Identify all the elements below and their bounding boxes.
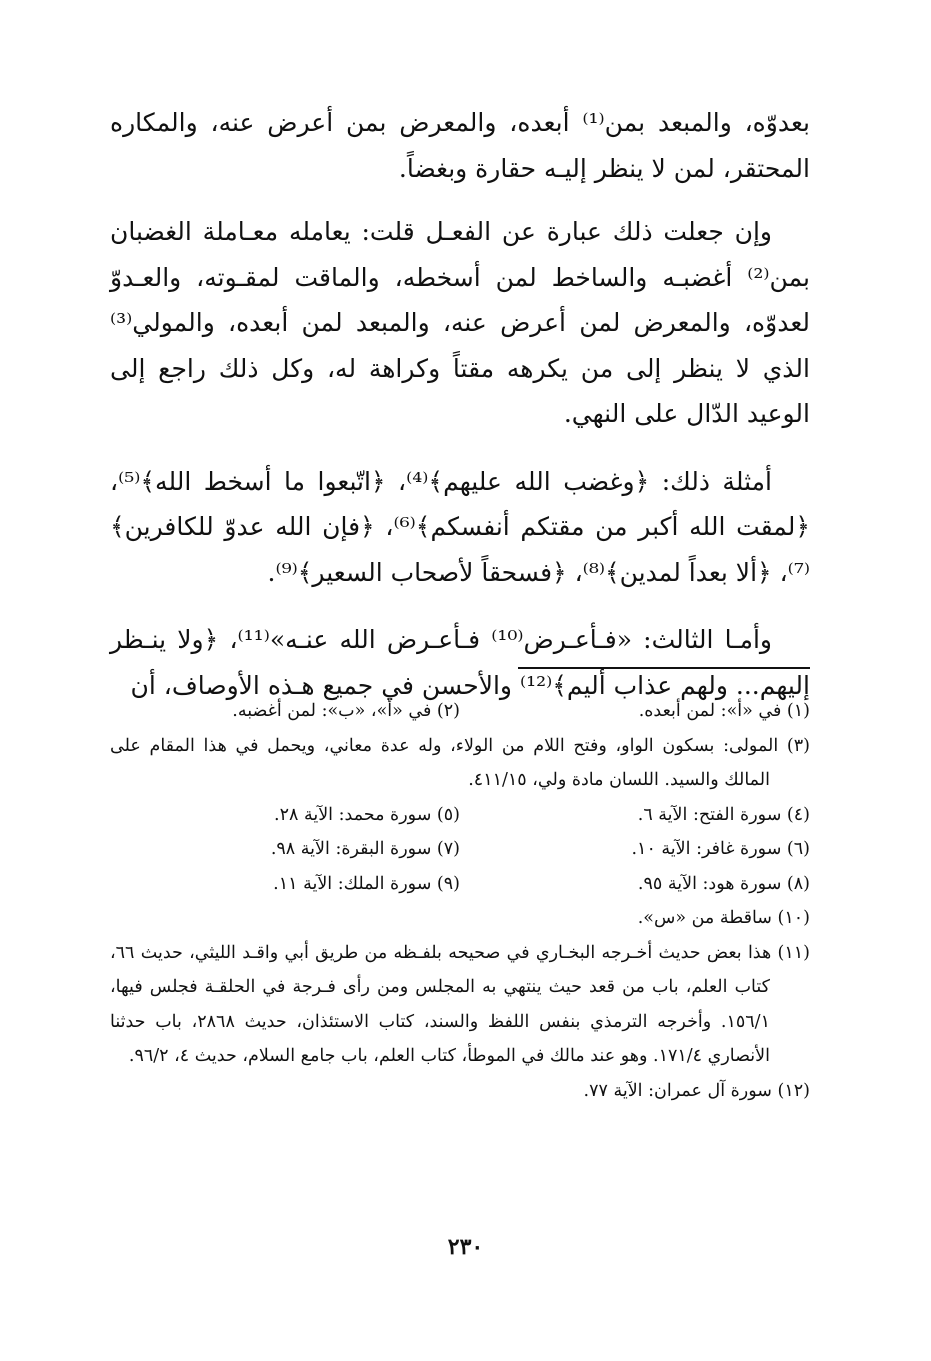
footnote-1: (١) في «أ»: لمن أبعده. <box>638 701 810 721</box>
footnote-11: (١١) هذا بعض حديث أخـرجه البخـاري في صحيحه بلفـظه من طريق أبي واقـد الليثي، حديث ٦٦، كتاب العلم، باب من قعد حيث ينتهي به المجلس ومن رأى فـرجة في الحلقـة فجلس فيها، ١٥٦/١. وأخرجه الترمذي بنفس اللفظ والسند، كتاب الاستئذان، حديث ٢٨٦٨، باب حدثنا الأنصاري ١٧١/٤. وهو عند مالك في الموطأ، كتاب العلم، باب جامع السلام، حديث ٤، ٩٦/٢. <box>110 942 810 1066</box>
footnote-6: (٦) سورة غافر: الآية ١٠. <box>631 839 810 859</box>
footnote-row-8-9 <box>110 867 810 902</box>
footnote-row-4-5 <box>110 798 810 833</box>
footnotes <box>110 694 810 1108</box>
footnote-8: (٨) سورة هود: الآية ٩٥. <box>637 873 810 894</box>
footnote-12: (١٢) سورة آل عمران: الآية ٧٧. <box>583 1080 810 1101</box>
paragraph-3: أمثلة ذلك: ﴿وغضب الله عليهم﴾⁽⁴⁾، ﴿اتّبعوا ما أسخط الله﴾⁽⁵⁾، ﴿لمقت الله أكبر من مقتكم أنفسكم﴾⁽⁶⁾، ﴿فإن الله عدوّ للكافرين﴾⁽⁷⁾، ﴿ألا بعداً لمدين﴾⁽⁸⁾، ﴿فسحقاً لأصحاب السعير﴾⁽⁹⁾. <box>110 466 810 587</box>
paragraph-4: وأمـا الثالث: «فـأعـرض⁽¹⁰⁾ فـأعـرض الله عنـه»⁽¹¹⁾، ﴿ولا ينـظر إليهم... ولهم عذاب أليم﴾⁽¹²⁾ والأحسن في جميع هـذه الأوصاف، أن <box>110 625 810 700</box>
main-text <box>110 100 810 730</box>
footnote-row-1-2 <box>110 694 810 729</box>
footnote-3: (٣) المولى: بسكون الواو، وفتح اللام من الولاء، وله عدة معاني، ويحمل في هذا المقام على المالك والسيد. اللسان مادة ولي، ٤١١/١٥. <box>110 735 810 790</box>
footnote-4: (٤) سورة الفتح: الآية ٦. <box>637 804 810 825</box>
footnote-divider <box>518 667 810 669</box>
page-number: ٢٣٠ <box>447 1234 484 1260</box>
footnote-7: (٧) سورة البقرة: الآية ٩٨. <box>270 839 460 859</box>
paragraph-2: وإن جعلت ذلك عبارة عن الفعـل قلت: يعامله معـاملة الغضبان بمن⁽²⁾ أغضبـه والساخط لمن أسخطه، والماقت لمقـوته، والعـدوّ لعدوّه، والمعرض لمن أعرض عنه، والمبعد لمن أبعده، والمولي⁽³⁾ الذي لا ينظر إلى من يكرهه مقتاً وكراهة له، وكل ذلك راجع إلى الوعيد الدّال على النهي. <box>110 217 810 428</box>
footnote-row-6-7 <box>110 832 810 867</box>
footnote-10: (١٠) ساقطة من «س». <box>637 908 810 928</box>
footnote-9: (٩) سورة الملك: الآية ١١. <box>273 873 460 894</box>
footnote-2: (٢) في «أ»، «ب»: لمن أغضبه. <box>232 701 460 721</box>
footnote-5: (٥) سورة محمد: الآية ٢٨. <box>274 804 460 825</box>
paragraph-1: بعدوّه، والمبعد بمن⁽¹⁾ أبعده، والمعرض بمن أعرض عنه، والمكاره المحتقر، لمن لا ينظر إليـه حقارة وبغضاً. <box>110 108 810 183</box>
